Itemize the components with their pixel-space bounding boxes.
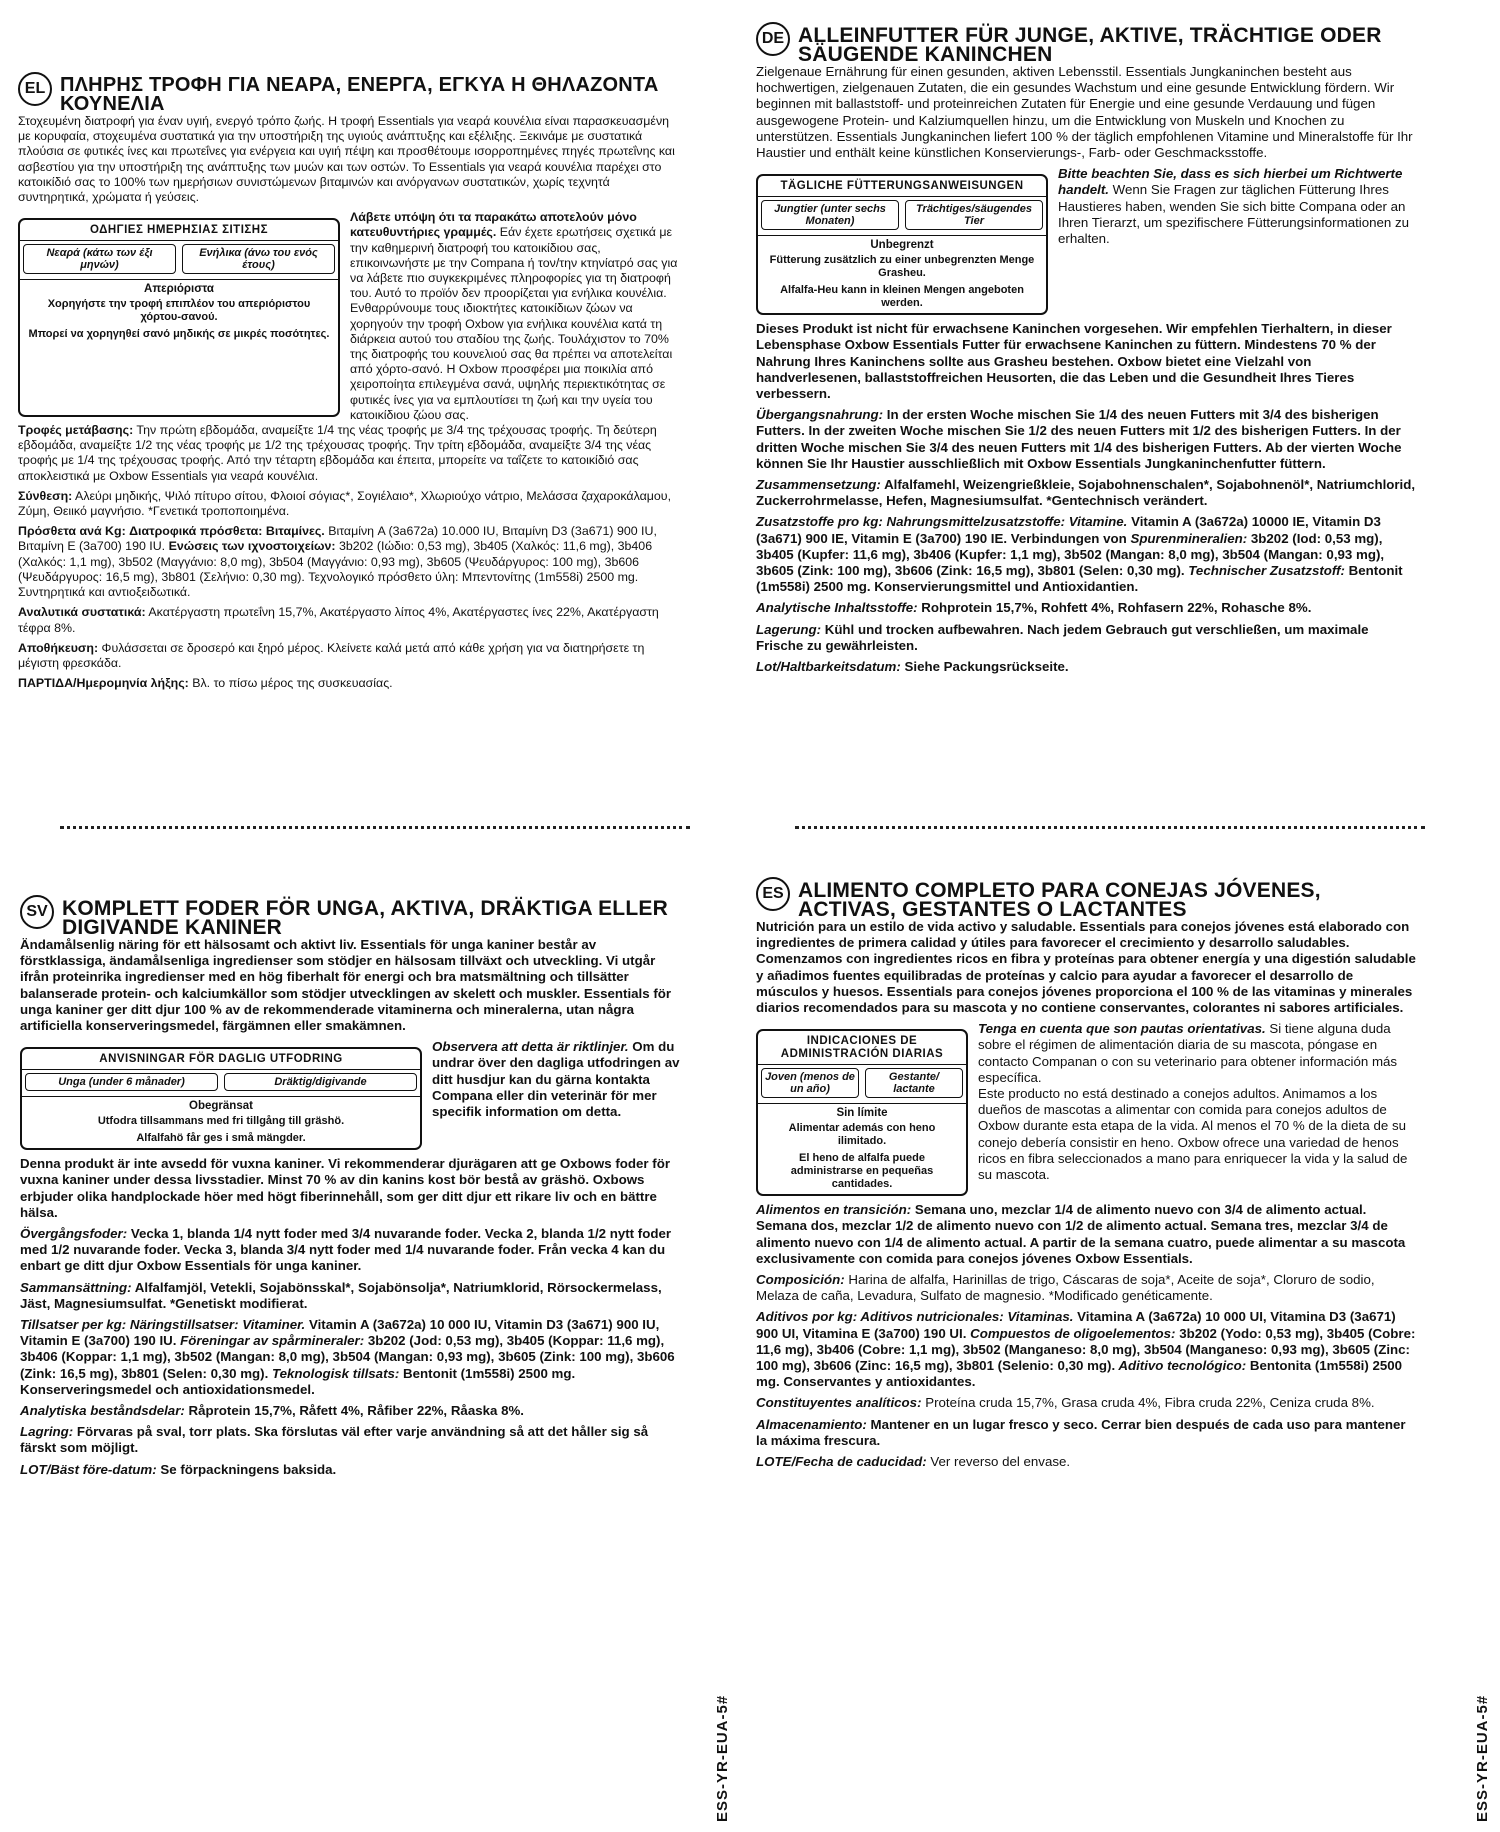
guide-note-es (978, 1021, 1416, 1202)
guide-line2-el: Μπορεί να χορηγηθεί σανό μηδικής σε μικρές ποσότητες. (28, 328, 330, 341)
note2-de: Dieses Produkt ist nicht für erwachsene Kaninchen vorgesehen. Wir empfehlen Tierhaltern, in dieser Lebensphase Oxbow Essentials Futter für erwachsene Kaninchen zu füttern. Mindestens 70 % der Nahrung Ihres Kaninchens sollte aus Grasheu bestehen. Oxbow bietet eine Vielzahl von handverlesenen, ballaststoffreichen Heusorten, die das Leben und die Gesundheit Ihres Tieres verbessern. (756, 321, 1392, 402)
additives-text-de: Vitamin A (3a672a) 10000 IE, Vitamin D3 (3a671) 900 IE, Vitamin E (3a700) 190 IE. Verbindungen von (756, 514, 1381, 546)
sku-code-right: ESS-YR-EUA-5# (1474, 1694, 1491, 1822)
spanish-section (756, 877, 1416, 1475)
note2-sv: Denna produkt är inte avsedd för vuxna kaniner. Vi rekommenderar djurägaren att ge Oxbows foder för vuxna kaniner under dessa livsstadier. Minst 70 % av din kanins kost bör bestå av gräshö. Oxbows erbjuder olika handplockade höer med högt fiberinnehåll, som ger ditt djur ett rikare liv och en bättre hälsa. (20, 1156, 670, 1220)
guide-col-pregnant-de: Trächtiges/säugendes Tier (905, 200, 1043, 230)
transition-label-de: Übergangsnahrung: (756, 407, 884, 423)
lot-el (18, 676, 678, 691)
lot-label-sv: LOT/Bäst före-datum: (20, 1461, 157, 1477)
sku-code-center: ESS-YR-EUA-5# (714, 1694, 731, 1822)
trace-text-el: 3b202 (Ιώδιο: 0,53 mg), 3b405 (Χαλκός: 11,6 mg), 3b406 (Χαλκός: 1,1 mg), 3b502 (Μαγγάνιο: 8,0 mg), 3b504 (Μαγγάνιο: 0,93 mg), 3b605 (Ψευδάργυρος: 100 mg), 3b606 (Ψευδάργυρος: 16,5 mg), 3b801 (Σελήνιο: 0,30 mg). Τεχνολογικό πρόσθετο ύλη: Μπεντονίτης (1m558i) 2500 mg. Συντηρητικά και αντιοξειδωτικά. (18, 539, 653, 600)
guide-col-pregnant-es: Gestante/ lactante (865, 1068, 963, 1098)
guide-unlimited-sv: Obegränsat (22, 1096, 420, 1114)
feeding-guide-box-sv (20, 1047, 422, 1150)
lot-text-es: Ver reverso del envase. (926, 1454, 1071, 1470)
guide-col-young-de: Jungtier (unter sechs Monaten) (761, 200, 899, 230)
feeding-guide-box-de (756, 174, 1048, 315)
analytic-sv (20, 1403, 680, 1419)
guide-title-es: INDICACIONES DE ADMINISTRACIÓN DIARIAS (758, 1031, 966, 1065)
guide-col-young-sv: Unga (under 6 månader) (25, 1073, 218, 1091)
note-text-de: Wenn Sie Fragen zur täglichen Fütterung Ihres Haustieres haben, wenden Sie sich bitte Compana oder an Ihren Tierarzt, um spezifischere Fütterungsinformationen zu erhalten. (1058, 182, 1410, 247)
swedish-section (20, 895, 680, 1483)
swedish-header (20, 895, 680, 937)
feeding-area-es (756, 1021, 1416, 1202)
guide-col-young-es: Joven (menos de un año) (761, 1068, 859, 1098)
additives-de (756, 514, 1416, 595)
guide-unlimited-el: Απεριόριστα (20, 279, 338, 297)
language-badge-sv: SV (20, 895, 54, 929)
transition-label-el: Τροφές μετάβασης: (18, 423, 134, 438)
lot-label-es: LOTE/Fecha de caducidad: (756, 1454, 927, 1470)
lot-label-de: Lot/Haltbarkeitsdatum: (756, 659, 901, 675)
guide-title-el: ΟΔΗΓΙΕΣ ΗΜΕΡΗΣΙΑΣ ΣΙΤΙΣΗΣ (20, 220, 338, 241)
additives-es (756, 1309, 1416, 1390)
analytic-label-es: Constituyentes analíticos: (756, 1395, 922, 1411)
section-title-es: ALIMENTO COMPLETO PARA CONEJAS JÓVENES, ACTIVAS, GESTANTES O LACTANTES (798, 879, 1321, 921)
composition-text-el: Αλεύρι μηδικής, Ψιλό πίτυρο σίτου, Φλοιοί σόγιας*, Σογιέλαιο*, Χλωριούχο νάτριο, Μελάσσα ζαχαροκάλαμου, Ζύμη, Θειικό μαγνήσιο. *Γενετικά τροποποιημένα. (18, 488, 672, 519)
tech-label-es: Aditivo tecnológico: (1115, 1358, 1247, 1374)
feeding-guide-box-el (18, 218, 340, 417)
storage-el (18, 641, 678, 671)
analytic-de (756, 600, 1416, 616)
composition-el (18, 489, 678, 519)
additives-label-de: Zusatzstoffe pro kg: Nahrungsmittelzusatzstoffe: Vitamine. (756, 514, 1128, 530)
composition-de (756, 477, 1416, 509)
greek-header (18, 72, 678, 114)
section-title-sv: KOMPLETT FODER FÖR UNGA, AKTIVA, DRÄKTIGA ELLER DIGIVANDE KANINER (62, 897, 668, 939)
transition-text-sv: Vecka 1, blanda 1/4 nytt foder med 3/4 nuvarande foder. Vecka 2, blanda 1/2 nytt foder med 1/2 nuvarande foder. Vecka 3, blanda 3/4 nytt foder med 1/4 nuvarande foder. Från vecka 4 kan du enbart ge ditt djur Oxbow Essentials för unga kaniner. (20, 1226, 672, 1274)
trace-label-el: Ενώσεις των ιχνοστοιχείων: (165, 539, 336, 554)
additives-label-es: Aditivos por kg: Aditivos nutricionales: Vitaminas. (756, 1309, 1074, 1325)
intro-el: Στοχευμένη διατροφή για έναν υγιή, ενεργό τρόπο ζωής. Η τροφή Essentials για νεαρά κουνέλια είναι παρασκευασμένη με κορυφαία, στοχευμένα συστατικά για την υποστήριξη της υγιούς ανάπτυξης και εξέλιξης. Ξεκινάμε με συστατικά πλούσια σε φυτικές ίνες και πρωτεΐνες για ενέργεια και υγιή πέψη και προσθέτουμε ισορροπημένες πηγές πρωτεΐνης και ασβεστίου για την υποστήριξη της ανάπτυξης των μυών και των οστών. Το Essentials για νεαρά κουνέλια παρέχει στο κατοικίδιό σας το 100% των ημερήσιων συνιστώμενων βιταμινών και ανόργανων συστατικών, χωρίς τεχνητά συντηρητικά, χρώματα ή γεύσεις. (18, 114, 675, 205)
note-text-sv: Om du undrar över den dagliga utfodringen av ditt husdjur kan du gärna kontakta Compana eller din veterinär för mer specifik information om detta. (432, 1039, 680, 1120)
note-bold-sv: Observera att detta är riktlinjer. (432, 1039, 629, 1055)
analytic-label-el: Αναλυτικά συστατικά: (18, 605, 146, 620)
greek-section (18, 72, 678, 696)
guide-col-pregnant-sv: Dräktig/digivande (224, 1073, 417, 1091)
intro-es: Nutrición para un estilo de vida activo y saludable. Essentials para conejos jóvenes está elaborado con ingredientes de primera calidad y útiles para favorecer el crecimiento y desarrollo saludables. Comenzamos con ingredientes ricos en fibra y proteínas para obtener energía y una digestión saludable y añadimos fuentes equilibradas de proteínas y calcio para ayudar a favorecer el desarrollo de músculos y huesos. Essentials para conejos jóvenes proporciona el 100 % de las vitaminas y minerales diarios recomendados para su mascota y no contiene conservantes, colorantes ni sabores artificiales. (756, 919, 1416, 1016)
tech-label-sv: Teknologisk tillsats: (268, 1365, 400, 1381)
additives-text-sv: Vitamin A (3a672a) 10 000 IU, Vitamin D3 (3a671) 900 IU, Vitamin E (3a700) 190 IU. (20, 1317, 660, 1349)
section-title-el: ΠΛΗΡΗΣ ΤΡΟΦΗ ΓΙΑ ΝΕΑΡΑ, ΕΝΕΡΓΑ, ΕΓΚΥΑ Η ΘΗΛΑΖΟΝΤΑ ΚΟΥΝΕΛΙΑ (60, 74, 659, 115)
storage-text-el: Φυλάσσεται σε δροσερό και ξηρό μέρος. Κλείνετε καλά μετά από κάθε χρήση για να διατηρήσετε τη μέγιστη φρεσκάδα. (18, 640, 645, 670)
guide-unlimited-es: Sin límite (758, 1103, 966, 1121)
transition-label-es: Alimentos en transición: (756, 1202, 912, 1218)
composition-text-es: Harina de alfalfa, Harinillas de trigo, Cáscaras de soja*, Aceite de soja*, Cloruro de sodio, Melaza de caña, Levadura, Sulfato de magnesio. *Modificado genéticamente. (756, 1272, 1375, 1304)
analytic-text-el: Ακατέργαστη πρωτεΐνη 15,7%, Ακατέργαστο λίπος 4%, Ακατέργαστες ίνες 22%, Ακατέργαστη τέφρα 8%. (18, 605, 659, 635)
guide-note-sv (432, 1039, 680, 1156)
transition-de (756, 407, 1416, 472)
trace-label-sv: Föreningar av spårmineraler: (176, 1333, 365, 1349)
tech-text-de: Bentonit (1m558i) 2500 mg. Konservierungsmittel und Antioxidantien. (756, 563, 1403, 595)
transition-text-es: Semana uno, mezclar 1/4 de alimento nuevo con 3/4 de alimento actual. Semana dos, mezclar 1/2 de alimento nuevo con 1/2 de alimento actual. Semana tres, mezclar 3/4 de alimento nuevo con 1/4 de alimento actual. A partir de la semana cuatro, puede alimentar a su mascota exclusivamente con comida para conejos jóvenes Oxbow Essentials. (756, 1202, 1406, 1266)
analytic-label-sv: Analytiska beståndsdelar: (20, 1403, 185, 1419)
note-bold-de: Bitte beachten Sie, dass es sich hierbei um Richtwerte handelt. (1058, 166, 1403, 198)
storage-de (756, 622, 1416, 654)
storage-label-de: Lagerung: (756, 621, 822, 637)
composition-text-de: Alfalfamehl, Weizengrießkleie, Sojabohnenschalen*, Sojabohnenöl*, Natriumchlorid, Zuckerrohrmelasse, Hefen, Magnesiumsulfat. *Gentechnisch verändert. (756, 477, 1416, 509)
guide-line1-el: Χορηγήστε την τροφή επιπλέον του απεριόριστου χόρτου-σανού. (47, 298, 311, 324)
composition-sv (20, 1280, 680, 1312)
german-section (756, 22, 1416, 680)
lot-de (756, 659, 1416, 675)
lot-es (756, 1454, 1416, 1470)
composition-text-sv: Alfalfamjöl, Vetekli, Sojabönsskal*, Sojabönsolja*, Natriumklorid, Rörsockermelass, Jäst, Magnesiumsulfat. *Genetiskt modifierat. (20, 1279, 662, 1311)
guide-columns-de (758, 197, 1046, 233)
analytic-text-sv: Råprotein 15,7%, Råfett 4%, Råfiber 22%, Råaska 8%. (184, 1403, 525, 1419)
german-header (756, 22, 1416, 64)
tech-text-sv: Bentonit (1m558i) 2500 mg. Konserveringsmedel och antioxidationsmedel. (20, 1365, 576, 1397)
trace-label-de: Spurenmineralien: (1126, 530, 1248, 546)
language-badge-el: EL (18, 72, 52, 106)
storage-text-es: Mantener en un lugar fresco y seco. Cerrar bien después de cada uso para mantener la máxima frescura. (756, 1416, 1406, 1448)
additives-el (18, 524, 678, 600)
composition-es (756, 1272, 1416, 1304)
feeding-area-el (18, 210, 678, 423)
additives-text-es: Vitamina A (3a672a) 10 000 UI, Vitamina D3 (3a671) 900 UI, Vitamina E (3a700) 190 UI. (756, 1309, 1396, 1341)
note-text-es: Si tiene alguna duda sobre el régimen de alimentación diaria de su mascota, póngase en contacto Companan o con su veterinario para obtener información más específica. (978, 1021, 1398, 1085)
guide-line2-sv: Alfalfahö får ges i små mängder. (136, 1132, 306, 1145)
guide-line2-es: El heno de alfalfa puede administrarse en pequeñas cantidades. (790, 1152, 934, 1191)
storage-label-sv: Lagring: (20, 1424, 74, 1440)
guide-columns-el (20, 241, 338, 277)
storage-label-el: Αποθήκευση: (18, 640, 99, 655)
tech-text-es: Bentonita (1m558i) 2500 mg. Conservantes y antioxidantes. (756, 1358, 1403, 1390)
guide-unlimited-de: Unbegrenzt (758, 235, 1046, 253)
intro-sv: Ändamålsenlig näring för ett hälsosamt och aktivt liv. Essentials för unga kaniner består av förstklassiga, ändamålsenliga ingredienser som stödjer en hälsosam tillväxt och utveckling. Vi utgår ifrån proteinrika ingredienser med en hög fiberhalt för energi och bra matsmältning och tillsätter balanserade protein- och kalciumkällor som stödjer utvecklingen av skelett och muskler. Essentials för unga kaniner ger ditt djur 100 % av de rekommenderade vitaminerna och mineralerna, utan några artificiella konserveringsmedel, färgämnen eller smakämnen. (20, 937, 672, 1034)
transition-text-de: In der ersten Woche mischen Sie 1/4 des neuen Futters mit 3/4 des bisherigen Futters. In der zweiten Woche mischen Sie 1/2 des neuen Futters mit 1/2 des bisherigen Futters. In der dritten Woche mischen Sie 3/4 des neuen Futters mit 1/4 des bisherigen Futters. Ab der vierten Woche können Sie Ihr Haustier ausschließlich mit Oxbow Essentials Jungkaninchenfutter füttern. (756, 407, 1402, 471)
guide-columns-sv (22, 1070, 420, 1094)
guide-col-adult-el: Ενήλικα (άνω του ενός έτους) (182, 244, 335, 274)
lot-sv (20, 1462, 680, 1478)
storage-label-es: Almacenamiento: (756, 1416, 867, 1432)
guide-note-el (350, 210, 678, 423)
transition-text-el: Την πρώτη εβδομάδα, αναμείξτε 1/4 της νέας τροφής με 3/4 της τρέχουσας τροφής. Τη δεύτερη εβδομάδα, αναμείξτε 1/2 της νέας τροφής με 1/2 της τρέχουσας τροφής. Την τρίτη εβδομάδα, αναμείξτε 3/4 της νέας τροφής με 1/4 της τρέχουσας τροφής. Από την τέταρτη εβδομάδα και έπειτα, μπορείτε να ταΐζετε το κατοικίδιό σας αποκλειστικά με Oxbow Essentials για νεαρά κουνέλια. (18, 423, 657, 483)
additives-text-el: Βιταμίνη A (3a672a) 10.000 IU, Βιταμίνη D3 (3a671) 900 IU, Βιταμίνη E (3a700) 190 IU. (18, 524, 657, 554)
lot-text-sv: Se förpackningens baksida. (156, 1461, 337, 1477)
trace-text-de: 3b202 (Iod: 0,53 mg), 3b405 (Kupfer: 11,6 mg), 3b406 (Kupfer: 1,1 mg), 3b502 (Mangan: 8,0 mg), 3b504 (Mangan: 0,93 mg), 3b605 (Zink: 100 mg), 3b606 (Zink: 16,5 mg), 3b801 (Selen: 0,30 mg). (756, 530, 1385, 579)
analytic-text-es: Proteína cruda 15,7%, Grasa cruda 4%, Fibra cruda 22%, Ceniza cruda 8%. (921, 1395, 1375, 1411)
composition-label-es: Composición: (756, 1272, 845, 1288)
transition-sv (20, 1226, 680, 1275)
language-badge-de: DE (756, 22, 790, 56)
language-badge-es: ES (756, 877, 790, 911)
analytic-el (18, 605, 678, 635)
lot-text-de: Siehe Packungsrückseite. (900, 659, 1069, 675)
transition-el (18, 423, 678, 484)
analytic-es (756, 1395, 1416, 1411)
feeding-area-de (756, 166, 1416, 321)
note-bold-el: Λάβετε υπόψη ότι τα παρακάτω αποτελούν μόνο κατευθυντήριες γραμμές. (350, 210, 637, 240)
guide-line2-de: Alfalfa-Heu kann in kleinen Mengen angeboten werden. (780, 284, 1024, 310)
guide-line1-de: Fütterung zusätzlich zu einer unbegrenzten Menge Grasheu. (769, 254, 1035, 280)
guide-title-sv: ANVISNINGAR FÖR DAGLIG UTFODRING (22, 1049, 420, 1070)
tech-label-de: Technischer Zusatzstoff: (1184, 563, 1345, 579)
note-text-el: Εάν έχετε ερωτήσεις σχετικά με την καθημερινή διατροφή του κατοικίδιου σας, επικοινωνήστε με την Compana ή τον/την κτηνίατρό σας για να λάβετε πιο συγκεκριμένες πληροφορίες για τη διατροφή του. Αυτό το προϊόν δεν προορίζεται για ενήλικα κουνέλια. Ενθαρρύνουμε τους ιδιοκτήτες κατοικίδιων ζώων να χορηγούν την τροφή Oxbow για ενήλικα κουνέλια κατά τη διάρκεια αυτού του σταδίου της ζωής. Τουλάχιστον το 70% της διατροφής του κουνελιού σας θα πρέπει να αποτελείται από χόρτο-σανό. Η Oxbow προσφέρει μια ποικιλία από χειροποίητα επιλεγμένα σανά, υψηλής περιεκτικότητας σε φυτικές ίνες για να εμπλουτίσει τη ζωή και την υγεία του κατοικίδιου ζώου σας. (350, 225, 678, 422)
trace-text-es: 3b202 (Yodo: 0,53 mg), 3b405 (Cobre: 11,6 mg), 3b406 (Cobre: 1,1 mg), 3b502 (Manganeso: 8,0 mg), 3b504 (Manganeso: 0,93 mg), 3b605 (Zinc: 100 mg), 3b606 (Zinc: 16,5 mg), 3b801 (Selenio: 0,30 mg). (756, 1325, 1416, 1374)
divider-right (795, 826, 1425, 829)
lot-text-el: Βλ. το πίσω μέρος της συσκευασίας. (188, 676, 393, 691)
storage-text-sv: Förvaras på sval, torr plats. Ska förslutas väl efter varje användning så att det håller sig så färskt som möjligt. (20, 1424, 649, 1456)
spanish-header (756, 877, 1416, 919)
transition-label-sv: Övergångsfoder: (20, 1226, 128, 1242)
guide-col-young-el: Νεαρά (κάτω των έξι μηνών) (23, 244, 176, 274)
guide-columns-es (758, 1065, 966, 1101)
lot-label-el: ΠΑΡΤΙΔΑ/Ημερομηνία λήξης: (18, 676, 189, 691)
composition-label-de: Zusammensetzung: (756, 477, 881, 493)
composition-label-el: Σύνθεση: (18, 488, 73, 503)
transition-es (756, 1202, 1416, 1267)
guide-note-de (1058, 166, 1416, 321)
guide-line1-es: Alimentar además con heno ilimitado. (788, 1122, 936, 1148)
additives-label-el: Πρόσθετα ανά Kg: Διατροφικά πρόσθετα: Βιταμίνες. (18, 524, 325, 539)
feeding-guide-box-es (756, 1029, 968, 1196)
composition-label-sv: Sammansättning: (20, 1279, 132, 1295)
analytic-text-de: Rohprotein 15,7%, Rohfett 4%, Rohfasern 22%, Rohasche 8%. (917, 600, 1312, 616)
intro-de: Zielgenaue Ernährung für einen gesunden, aktiven Lebensstil. Essentials Jungkaninchen besteht aus hochwertigen, zielgenauen Zutaten, die ein gesundes Wachstum und eine gesunde Entwicklung fördern. Wir beginnen mit ballaststoff- und proteinreichen Zutaten für Energie und eine gesunde Verdauung und fügen ausgewogene Protein- und Kalziumquellen hinzu, um die Entwicklung von Muskeln und Knochen zu unterstützen. Essentials Jungkaninchen liefert 100 % der täglich empfohlenen Vitamine und Mineralstoffe für Ihr Haustier und enthält keine künstlichen Konservierungs-, Farb- oder Geschmacksstoffe. (756, 64, 1413, 161)
feeding-area-sv (20, 1039, 680, 1156)
trace-label-es: Compuestos de oligoelementos: (966, 1325, 1176, 1341)
storage-text-de: Kühl und trocken aufbewahren. Nach jedem Gebrauch gut verschließen, um maximale Frische zu gewährleisten. (756, 621, 1369, 653)
note-bold-es: Tenga en cuenta que son pautas orientativas. (978, 1021, 1266, 1037)
additives-label-sv: Tillsatser per kg: Näringstillsatser: Vitaminer. (20, 1317, 306, 1333)
divider-left (60, 826, 690, 829)
analytic-label-de: Analytische Inhaltsstoffe: (756, 600, 918, 616)
note2-es: Este producto no está destinado a conejos adultos. Animamos a los dueños de mascotas a alimentar con comida para conejos adultos de Oxbow durante esta etapa de la vida. Al menos el 70 % de la dieta de su conejo debería consistir en heno. Oxbow ofrece una variedad de henos ricos en fibra seleccionados a mano para enriquecer la vida y la salud de su mascota. (978, 1086, 1408, 1183)
additives-sv (20, 1317, 680, 1398)
storage-es (756, 1417, 1416, 1449)
guide-title-de: TÄGLICHE FÜTTERUNGSANWEISUNGEN (758, 176, 1046, 197)
trace-text-sv: 3b202 (Jod: 0,53 mg), 3b405 (Koppar: 11,6 mg), 3b406 (Koppar: 1,1 mg), 3b502 (Mangan: 8,0 mg), 3b504 (Mangan: 0,93 mg), 3b605 (Zink: 100 mg), 3b606 (Zink: 16,5 mg), 3b801 (Selen: 0,30 mg). (20, 1333, 675, 1381)
storage-sv (20, 1424, 680, 1456)
guide-line1-sv: Utfodra tillsammans med fri tillgång till gräshö. (97, 1115, 345, 1128)
section-title-de: ALLEINFUTTER FÜR JUNGE, AKTIVE, TRÄCHTIGE ODER SÄUGENDE KANINCHEN (798, 24, 1382, 66)
